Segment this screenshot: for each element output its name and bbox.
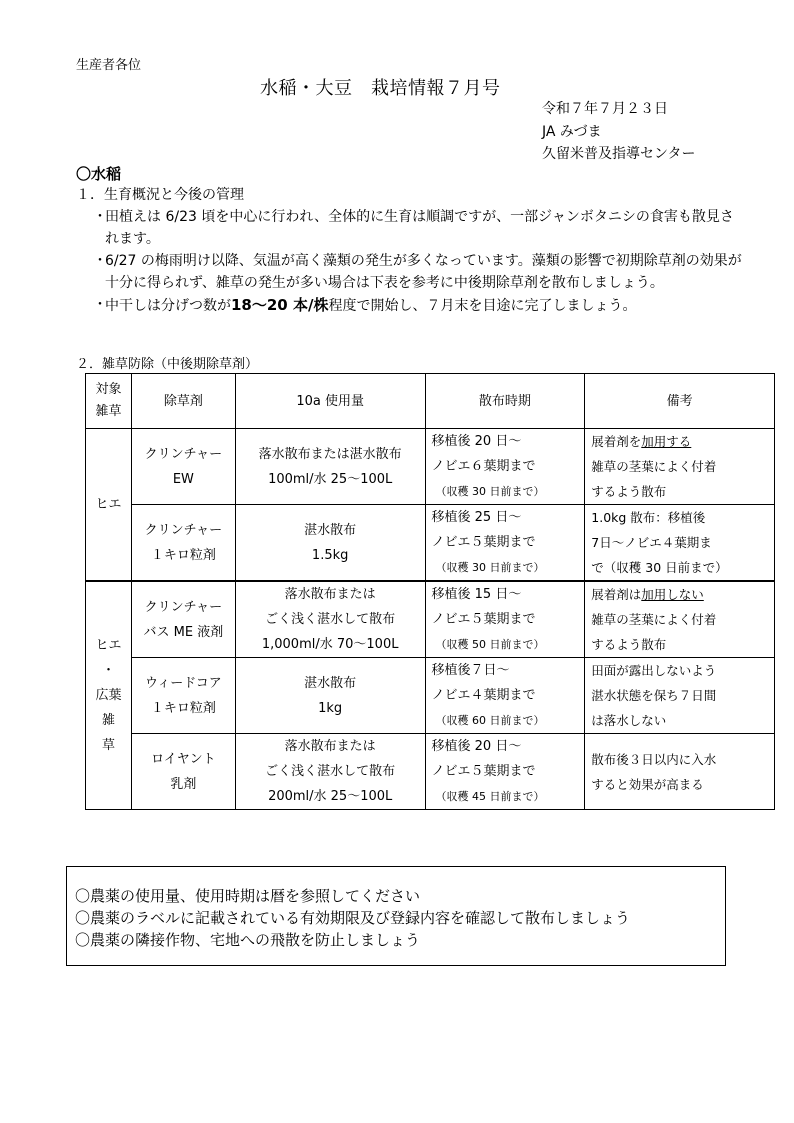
table-row: ウィードコア １キロ粒剤 湛水散布 1kg 移植後７日〜 ノビエ４葉期まで （収穫 60 日前まで） 田面が露出しないよう 湛水状態を保ち７日間 は落水しない [86, 658, 775, 734]
col-header-target: 対象雑草 [86, 374, 132, 429]
notice-line: 〇農薬の使用量、使用時期は暦を参照してください [75, 887, 421, 905]
col-header-herbicide: 除草剤 [131, 374, 235, 429]
section-heading-rice: 〇水稲 [76, 165, 122, 183]
table-row: ヒエ ・ 広葉 雑 草 クリンチャー バス ME 液剤 落水散布または ごく浅く湛水して散布 1,000ml/水 70〜100L 移植後 15 日〜 ノビエ５葉期まで （収穫 50 日前まで） 展着剤は加用しない 雑草の茎葉によく付着 するよう散布 [86, 581, 775, 658]
growth-bullets [93, 206, 743, 317]
table-row: クリンチャー １キロ粒剤 湛水散布 1.5kg 移植後 25 日〜 ノビエ５葉期まで （収穫 30 日前まで） 1.0kg 散布：移植後 7日〜ノビエ４葉期ま で（収穫 30 日前まで） [86, 505, 775, 582]
item1-heading: １．生育概況と今後の管理 [76, 187, 244, 203]
document-title: 水稲・大豆 栽培情報７月号 [260, 78, 501, 99]
issuer-ja: JA みづま [542, 124, 602, 140]
item2-heading: ２．雑草防除（中後期除草剤） [76, 357, 259, 372]
table-row: ヒエ クリンチャー EW 落水散布または湛水散布 100ml/水 25〜100L 移植後 20 日〜 ノビエ６葉期まで （収穫 30 日前まで） 展着剤を加用する 雑草の茎葉によく付着 するよう散布 [86, 429, 775, 505]
col-header-amount: 10a 使用量 [235, 374, 425, 429]
table-header-row [86, 374, 775, 429]
table-row: ロイヤント 乳剤 落水散布または ごく浅く湛水して散布 200ml/水 25〜100L 移植後 20 日〜 ノビエ５葉期まで （収穫 45 日前まで） 散布後３日以内に入水 すると効果が高まる [86, 734, 775, 810]
bullet-item: ・ 6/27 の梅雨明け以降、気温が高く藻類の発生が多くなっています。藻類の影響で初期除草剤の効果が十分に得られず、雑草の発生が多い場合は下表を参考に中後期除草剤を散布しましょう。 [93, 253, 742, 291]
col-header-period: 散布時期 [425, 374, 585, 429]
target-weed-group1: ヒエ [86, 429, 132, 582]
target-weed-group2: ヒエ ・ 広葉 雑 草 [86, 581, 132, 810]
tiller-count: 18〜20 本/株 [231, 296, 329, 314]
col-header-notes: 備考 [585, 374, 775, 429]
notice-line: 〇農薬の隣接作物、宅地への飛散を防止しましょう [75, 931, 421, 949]
bullet-item: ・ 田植えは 6/23 頃を中心に行われ、全体的に生育は順調ですが、一部ジャンボタニシの食害も散見されます。 [93, 209, 734, 247]
recipient: 生産者各位 [76, 58, 142, 73]
pesticide-notice-box [66, 866, 726, 966]
notice-line: 〇農薬のラベルに記載されている有効期限及び登録内容を確認して散布しましょう [75, 909, 631, 927]
issuer-center: 久留米普及指導センター [542, 146, 696, 162]
bullet-item: ・ 中干しは分げつ数が18〜20 本/株程度で開始し、７月末を目途に完了しましょう。 [93, 296, 637, 314]
issue-date: 令和７年７月２３日 [542, 101, 668, 117]
herbicide-table [85, 373, 775, 810]
